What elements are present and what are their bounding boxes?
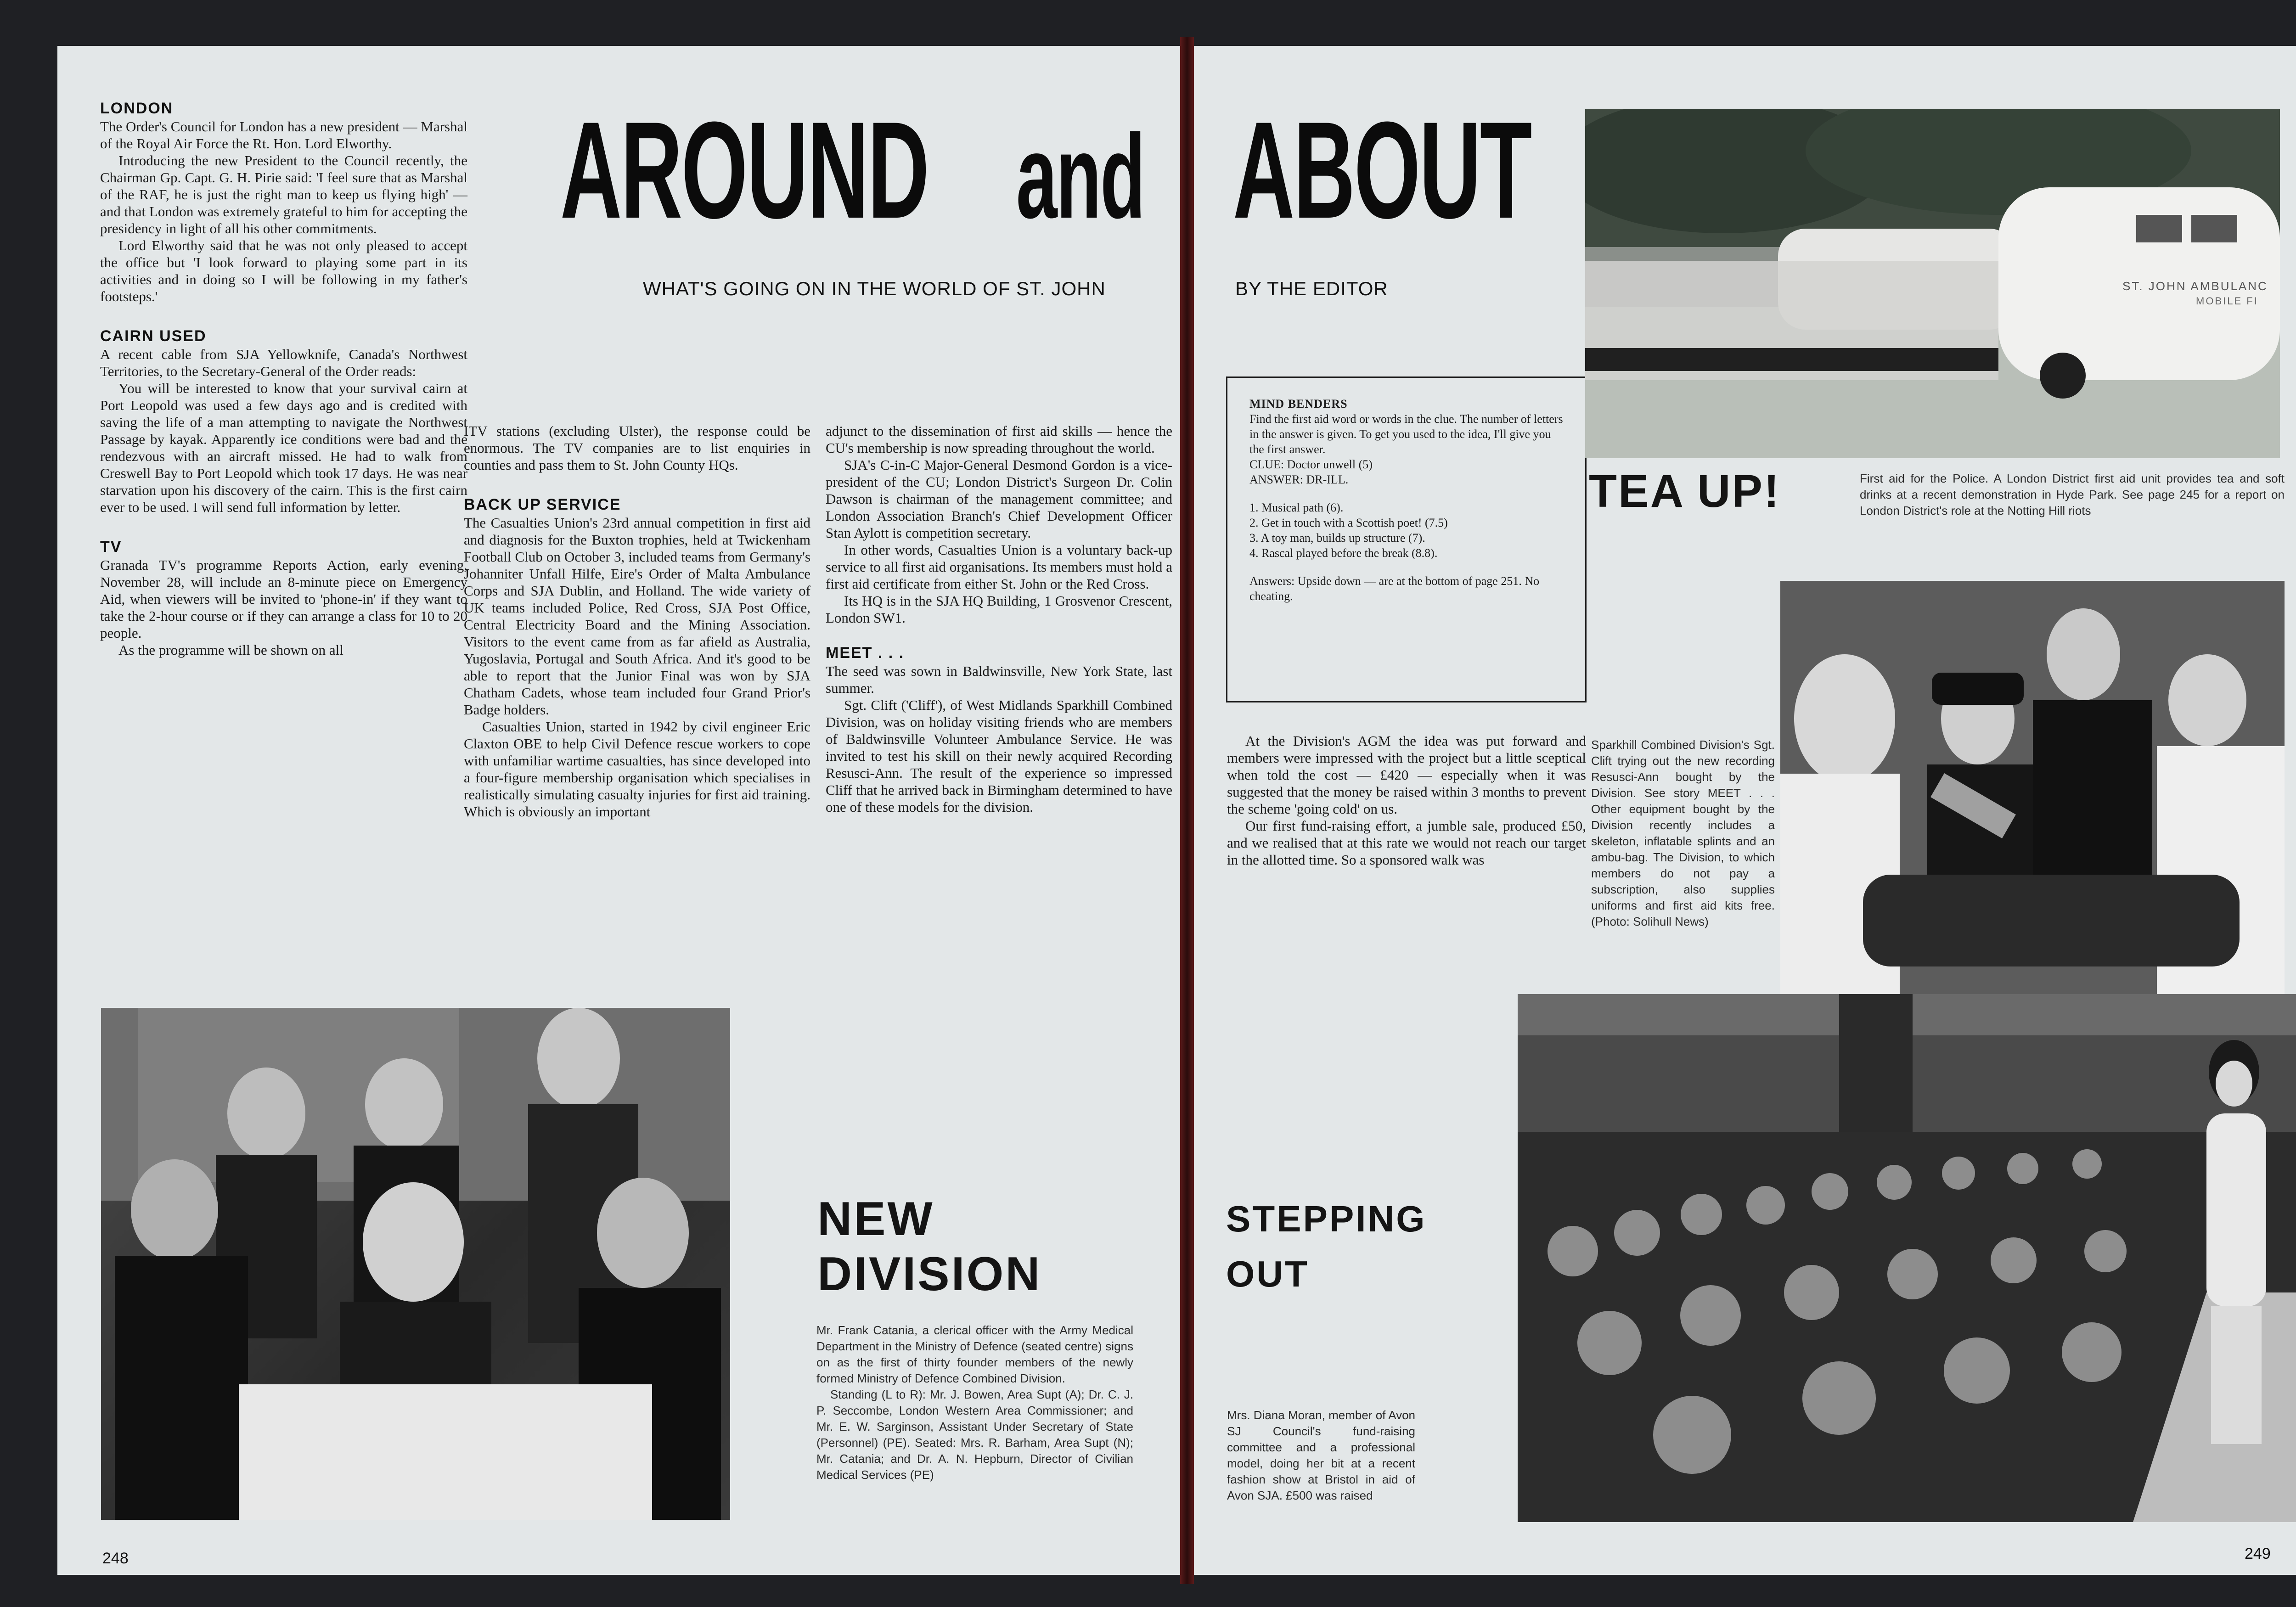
fashion-show-illustration: [1518, 994, 2296, 1522]
van-lettering-2: MOBILE FI: [2196, 295, 2258, 307]
stepping-out-heading: [1226, 1191, 1427, 1302]
tv-para: Granada TV's programme Reports Action, early evening, November 28, will include an 8-minute piece on Emergency Aid, when viewers will be invited to 'phone-in' if they want to take the 2-hour course or if they can arrange a class for 10 to 20 people.: [100, 557, 467, 641]
stepping-out-heading-line1: STEPPING: [1226, 1198, 1427, 1239]
cairn-para: You will be interested to know that your survival cairn at Port Leopold was used a few days ago and is credited with saving the life of a man attempting to navigate the Northwest Passage by kayak. Apparently ice conditions were bad and the rendezvous with an aircraft missed. He had to walk from Creswell Bay to Port Leopold which took 17 days. He was near starvation upon his discovery of the cairn. This is the first cairn ever to be used. I will send full information by letter.: [100, 380, 467, 515]
column-3: [826, 422, 1172, 815]
meet-heading: MEET . . .: [826, 644, 905, 662]
left-page: [57, 46, 1180, 1575]
mind-benders-item: 3. A toy man, builds up structure (7).: [1249, 531, 1425, 545]
stepping-out-heading-line2: OUT: [1226, 1253, 1309, 1294]
mind-benders-item: 2. Get in touch with a Scottish poet! (7.5): [1249, 516, 1448, 529]
tea-up-caption-text: First aid for the Police. A London District first aid unit provides tea and soft drinks at a recent demonstration in Hyde Park. See page 245 for a report on London District's role at the Notting Hill riots: [1860, 472, 2285, 517]
masthead-word-about: ABOUT: [1233, 93, 1531, 247]
tea-up-caption: [1860, 471, 2285, 519]
mind-benders-answer: ANSWER: DR-ILL.: [1249, 473, 1349, 486]
tv-heading: TV: [100, 538, 122, 556]
right-page: [1194, 46, 2296, 1575]
masthead-left: [560, 93, 1144, 247]
mind-benders-title: MIND BENDERS: [1249, 397, 1348, 410]
agm-column: [1227, 732, 1586, 868]
london-para: The Order's Council for London has a new president — Marshal of the Royal Air Force the Rt. Hon. Lord Elworthy.: [100, 118, 467, 152]
sparkhill-caption-text: Sparkhill Combined Division's Sgt. Clift trying out the new recording Resusci-Ann bought by the Division. See story MEET . . . Other equipment bought by the Division recently includes a skeleton, inflatable splints and an ambu-bag. The Division, to which members do not pay a subscription, also supplies uniforms and first aid kits free. (Photo: Solihull News): [1591, 738, 1775, 928]
mind-benders-intro: Find the first aid word or words in the clue. The number of letters in the answer is given. To get you used to the idea, I'll give you the first answer.: [1249, 412, 1563, 456]
agm-para: Our first fund-raising effort, a jumble sale, produced £50, and we realised that at this rate we would not reach our target in the allotted time. So a sponsored walk was: [1227, 818, 1586, 868]
backup-heading: BACK UP SERVICE: [464, 496, 621, 513]
subtitle-right: BY THE EDITOR: [1235, 278, 1388, 299]
mind-benders-clue: CLUE: Doctor unwell (5): [1249, 458, 1373, 471]
resuscitation-illustration: [1780, 581, 2285, 1006]
tea-up-photo: [1585, 109, 2280, 458]
group-portrait-illustration: [101, 1008, 730, 1520]
page-number-right: 249: [2245, 1545, 2271, 1562]
meet-para: Sgt. Clift ('Cliff'), of West Midlands Sparkhill Combined Division, was on holiday visiting friends who are members of Baldwinsville Volunteer Ambulance Service. He was invited to test his skill on their newly acquired Recording Resusci-Ann. The result of the experience so impressed Cliff that he arrived back in Birmingham determined to have one of these models for the division.: [826, 697, 1172, 815]
stepping-out-caption: [1227, 1407, 1415, 1504]
mind-benders-item: 1. Musical path (6).: [1249, 501, 1344, 514]
cairn-para: A recent cable from SJA Yellowknife, Canada's Northwest Territories, to the Secretary-General of the Order reads:: [100, 346, 467, 379]
col3-para: In other words, Casualties Union is a voluntary back-up service to all first aid organisations. Its members must hold a first aid certificate from either St. John or the Red Cross.: [826, 542, 1172, 592]
stepping-out-caption-text: Mrs. Diana Moran, member of Avon SJ Council's fund-raising committee and a professional model, doing her bit at a recent fashion show at Bristol in aid of Avon SJA. £500 was raised: [1227, 1408, 1415, 1502]
mind-benders-footer: Answers: Upside down — are at the bottom of page 251. No cheating.: [1249, 574, 1540, 603]
fashion-show-photo: [1518, 994, 2296, 1522]
mind-benders-box: [1226, 376, 1587, 702]
new-division-heading-line1: NEW: [817, 1192, 934, 1246]
page-number-left: 248: [102, 1550, 129, 1567]
column-1: [100, 100, 467, 658]
new-division-heading: [817, 1191, 1042, 1302]
new-division-photo: [101, 1008, 730, 1520]
resusci-ann-photo: [1780, 581, 2285, 1006]
subtitle-left: WHAT'S GOING ON IN THE WORLD OF ST. JOHN: [643, 278, 1106, 299]
new-division-heading-line2: DIVISION: [817, 1247, 1042, 1301]
cairn-heading: CAIRN USED: [100, 327, 207, 345]
masthead-word-and: and: [1016, 110, 1144, 243]
new-division-caption-para: Standing (L to R): Mr. J. Bowen, Area Supt (A); Dr. C. J. P. Seccombe, London Western Area Commissioner; and Mr. E. W. Sarginson, Assistant Under Secretary of State (Personnel) (PE). Seated: Mrs. R. Barham, Area Supt (N); Mr. Catania; and Dr. A. N. Hepburn, Director of Civilian Medical Services (PE): [816, 1388, 1133, 1482]
tea-up-heading: TEA UP!: [1589, 466, 1781, 517]
col3-para: Its HQ is in the SJA HQ Building, 1 Grosvenor Crescent, London SW1.: [826, 593, 1172, 626]
book-spine: [1180, 37, 1194, 1584]
van-lettering-1: ST. JOHN AMBULANC: [2122, 279, 2268, 293]
masthead-right: [1233, 93, 1531, 247]
london-para: Lord Elworthy said that he was not only pleased to accept the office but 'I look forward to playing some part in its activities and in doing so I will be following in my father's footsteps.': [100, 237, 467, 304]
masthead-word-around: AROUND: [560, 93, 929, 247]
agm-para: At the Division's AGM the idea was put forward and members were impressed with the project but a little sceptical when told the cost — £420 — especially when it was suggested that the money be raised within 3 months to prevent the scheme 'going cold' on us.: [1227, 733, 1586, 817]
col3-para: SJA's C-in-C Major-General Desmond Gordon is a vice-president of the CU; London District's Surgeon Dr. Colin Dawson is chairman of the management committee; and London Association Branch's Chief Development Officer Stan Aylott is competition secretary.: [826, 457, 1172, 541]
london-para: Introducing the new President to the Council recently, the Chairman Gp. Capt. G. H. Pirie said: 'I feel sure that as Marshal of the RAF, he is just the right man to keep us flying high' — and that London was extremely grateful to him for accepting the presidency in light of all his other commitments.: [100, 152, 467, 236]
new-division-caption-para: Mr. Frank Catania, a clerical officer with the Army Medical Department in the Ministry of Defence (seated centre) signs on as the first of thirty founder members of the newly formed Ministry of Defence Combined Division.: [816, 1323, 1133, 1385]
mind-benders-item: 4. Rascal played before the break (8.8).: [1249, 546, 1438, 560]
col2-continuation: ITV stations (excluding Ulster), the response could be enormous. The TV companies are to list enquiries in counties and pass them to St. John County HQs.: [464, 423, 810, 473]
col3-para: adjunct to the dissemination of first aid skills — hence the CU's membership is now spreading throughout the world.: [826, 423, 1172, 456]
london-heading: LONDON: [100, 100, 174, 117]
column-2: [464, 422, 810, 820]
new-division-caption: [816, 1322, 1133, 1483]
meet-para: The seed was sown in Baldwinsville, New York State, last summer.: [826, 663, 1172, 696]
backup-para: The Casualties Union's 23rd annual competition in first aid and diagnosis for the Buxton trophies, held at Twickenham Football Club on October 3, included teams from Germany's Johanniter Unfall Hilfe, Eire's Order of Malta Ambulance Corps and SJA Dublin, and Holland. The wide variety of UK teams included Police, Red Cross, SJA Post Office, Central Electricity Board and the Mining Association. Visitors to the event came from as far afield as Australia, Yugoslavia, Portugal and South Africa. And it's good to be able to report that the Junior Final was won by SJA Chatham Cadets, whose team included four Grand Prior's Badge holders.: [464, 515, 810, 718]
tv-para: As the programme will be shown on all: [118, 642, 343, 658]
sparkhill-caption: [1591, 737, 1775, 930]
backup-para: Casualties Union, started in 1942 by civil engineer Eric Claxton OBE to help Civil Defence rescue workers to cope with unfamiliar wartime casualties, has since developed into a four-figure membership organisation which specialises in realistically simulating casualty injuries for first aid training. Which is obviously an important: [464, 719, 810, 820]
